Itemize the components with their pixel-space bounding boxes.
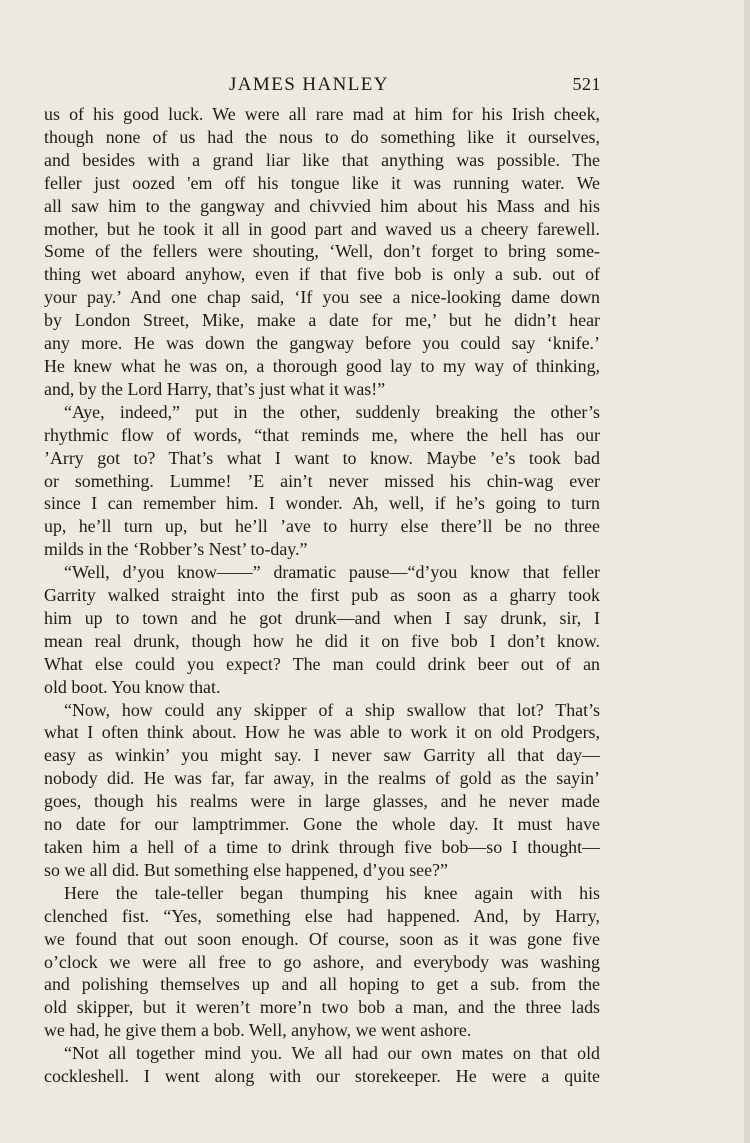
text-line: and, by the Lord Harry, that’s just what it was!” bbox=[44, 378, 386, 399]
text-line: your pay.’ And one chap said, ‘If you see a nice-looking dame down bbox=[44, 287, 600, 308]
page-edge bbox=[744, 0, 750, 1143]
text-line: thing wet aboard anyhow, even if that five bob is only a sub. out of bbox=[44, 264, 600, 285]
text-line: taken him a hell of a time to drink through five bob—so I thought— bbox=[44, 837, 600, 857]
text-line: him up to town and he got drunk—and when I say drunk, sir, I bbox=[44, 607, 600, 628]
text-line: or something. Lumme! ’E ain’t never missed his chin-wag ever bbox=[44, 470, 600, 491]
text-line: old skipper, but it weren’t more’n two bob a man, and the three lads bbox=[44, 997, 600, 1018]
text-line: and besides with a grand liar like that anything was possible. The bbox=[44, 149, 600, 170]
running-title: JAMES HANLEY bbox=[229, 74, 389, 95]
text-line: by London Street, Mike, make a date for me,’ but he didn’t hear bbox=[44, 310, 600, 331]
text-line: and polishing themselves up and all hoping to get a sub. from the bbox=[44, 974, 600, 995]
text-line: goes, though his realms were in large glasses, and he never made bbox=[44, 791, 600, 812]
text-line: mother, but he took it all in good part and waved us a cheery farewell. bbox=[44, 218, 600, 239]
text-line: though none of us had the nous to do something like it ourselves, bbox=[44, 126, 600, 147]
text-line: feller just oozed 'em off his tongue like it was running water. We bbox=[44, 172, 600, 193]
text-line: Some of the fellers were shouting, ‘Well, don’t forget to bring some- bbox=[44, 241, 600, 262]
text-line: nobody did. He was far, far away, in the realms of gold as the sayin’ bbox=[44, 768, 600, 789]
text-line: easy as winkin’ you might say. I never saw Garrity all that day— bbox=[44, 745, 600, 766]
text-line: us of his good luck. We were all rare mad at him for his Irish cheek, bbox=[44, 104, 600, 124]
text-line: Garrity walked straight into the first pub as soon as a gharry took bbox=[44, 585, 600, 606]
paragraph bbox=[44, 561, 600, 698]
paragraph bbox=[44, 103, 600, 401]
text-line: “Now, how could any skipper of a ship swallow that lot? That’s bbox=[64, 699, 600, 720]
paragraph bbox=[44, 882, 600, 1042]
text-line: mean real drunk, though how he did it on five bob I don’t know. bbox=[44, 630, 600, 651]
page-number: 521 bbox=[572, 74, 601, 94]
text-line: up, he’ll turn up, but he’ll ’ave to hurry else there’ll be no three bbox=[44, 516, 600, 537]
text-line: clenched fist. “Yes, something else had happened. And, by Harry, bbox=[44, 905, 600, 926]
text-line: “Well, d’you know——” dramatic pause—“d’you know that feller bbox=[64, 562, 600, 583]
paragraph bbox=[44, 401, 600, 561]
text-line: o’clock we were all free to go ashore, and everybody was washing bbox=[44, 951, 600, 972]
text-line: milds in the ‘Robber’s Nest’ to-day.” bbox=[44, 539, 308, 560]
text-line: ’Arry got to? That’s what I want to know. Maybe ’e’s took bad bbox=[44, 447, 600, 468]
text-line: any more. He was down the gangway before you could say ‘knife.’ bbox=[44, 333, 600, 354]
text-line: all saw him to the gangway and chivvied him about his Mass and his bbox=[44, 195, 600, 216]
text-line: we found that out soon enough. Of course, soon as it was gone five bbox=[44, 928, 600, 949]
text-line: no date for our lamptrimmer. Gone the whole day. It must have bbox=[44, 814, 600, 835]
paragraph bbox=[44, 699, 600, 882]
text-line: “Not all together mind you. We all had our own mates on that old bbox=[64, 1043, 600, 1064]
text-line: What else could you expect? The man could drink beer out of an bbox=[44, 653, 600, 674]
text-line: so we all did. But something else happened, d’you see?” bbox=[44, 859, 448, 880]
text-line: Here the tale-teller began thumping his knee again with his bbox=[64, 882, 600, 903]
text-line: since I can remember him. I wonder. Ah, well, if he’s going to turn bbox=[44, 493, 600, 514]
text-line: old boot. You know that. bbox=[44, 676, 221, 697]
running-head bbox=[44, 74, 600, 96]
text-line: rhythmic flow of words, “that reminds me, where the hell has our bbox=[44, 424, 600, 445]
text-line: what I often think about. How he was able to work it on old Prodgers, bbox=[44, 722, 600, 743]
body-text bbox=[44, 103, 600, 1088]
paragraph bbox=[44, 1042, 600, 1088]
text-line: we had, he give them a bob. Well, anyhow, we went ashore. bbox=[44, 1020, 472, 1041]
text-line: “Aye, indeed,” put in the other, suddenly breaking the other’s bbox=[64, 401, 600, 422]
text-line: cockleshell. I went along with our storekeeper. He were a quite bbox=[44, 1066, 600, 1087]
text-line: He knew what he was on, a thorough good lay to my way of thinking, bbox=[44, 355, 600, 376]
